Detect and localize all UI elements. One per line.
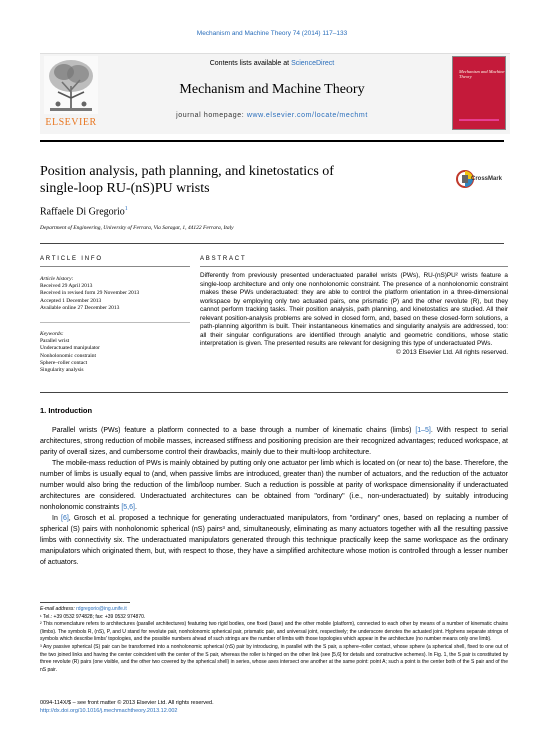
- citation-link[interactable]: [1–5]: [415, 427, 431, 434]
- crossmark-label[interactable]: CrossMark: [471, 176, 503, 182]
- intro-p3-text-cont: , Grosch et al. proposed a technique for generating underactuated manipulators, from "ordinary" ones, based on replacing a number of spherical (S) pairs with nonholonomic spherical (nS) pairs³ and, simultaneously, eliminating as many actuators together with all the resulting passive limbs with connectivity six. The underactuated manipulators generated through this technique practically keep the same workspace as the ordinary manipulators which originated them, but, with respect to those, they have a simplified architecture whose motion is controlled through a lesser number of actuators.: [40, 515, 508, 566]
- keywords-divider: [40, 322, 190, 323]
- footnote-3: ³ Any passive spherical (S) pair can be transformed into a nonholonomic spherical (nS) pair by introducing, in parallel with the S pair, a sphere–roller contact, whose sphere (a spherical shell, fixed to one out of the two joined links and having the center coincident with the center of the S pair, whereas the roller is hinged on the other link (see [5,6] for details and constructive schemes). In Fig. 1, the S pair is constituted by three revolute (R) pairs (one visible, and the other two covered by the spherical shell) in series, whose axes intersect one another at the same point: point A; such a point is the center both of the S pair and of the nS pair.: [40, 643, 508, 673]
- abstract-label: ABSTRACT: [200, 256, 247, 262]
- keywords-block: [40, 331, 190, 374]
- email-label: E-mail address:: [40, 606, 77, 612]
- keyword-item: Parallel wrist: [40, 338, 70, 345]
- homepage-link[interactable]: www.elsevier.com/locate/mechmt: [246, 112, 368, 119]
- section-heading-introduction: 1. Introduction: [40, 406, 93, 415]
- intro-paragraph: [40, 425, 508, 458]
- journal-title: Mechanism and Machine Theory: [179, 82, 365, 97]
- footnote-rule: [40, 602, 130, 603]
- email-footnote: [40, 606, 508, 614]
- author-divider: [40, 243, 504, 244]
- keyword-item: Singularity analysis: [40, 367, 84, 374]
- intro-p3-text: In: [52, 515, 61, 522]
- cover-title: Mechanism and Machine Theory: [459, 69, 505, 79]
- keywords-label: Keywords:: [40, 331, 64, 337]
- intro-paragraph: [40, 458, 508, 513]
- intro-paragraph: [40, 513, 508, 568]
- sciencedirect-link[interactable]: ScienceDirect: [291, 60, 335, 67]
- article-title-line-2: single-loop RU-(nS)PU wrists: [40, 181, 210, 196]
- abstract-rule: [200, 266, 508, 267]
- author-affiliation: Department of Engineering, University of Ferrara, Via Saragat, 1, 44122 Ferrara, Italy: [40, 225, 234, 231]
- abstract-body: [200, 272, 508, 357]
- author-footnote-marker[interactable]: 1: [124, 206, 128, 212]
- article-history: [40, 276, 190, 312]
- citation-link[interactable]: [6]: [61, 515, 69, 522]
- history-item: Received in revised form 29 November 2013: [40, 290, 140, 297]
- journal-citation[interactable]: Mechanism and Machine Theory 74 (2014) 117–133: [196, 30, 348, 37]
- email-link[interactable]: rdgregorio@ing.unife.it: [76, 606, 127, 612]
- publisher-logo-text: ELSEVIER: [45, 117, 97, 128]
- history-item: Accepted 1 December 2013: [40, 297, 102, 304]
- intro-p2-text-cont: .: [134, 504, 137, 511]
- contents-prefix: Contents lists available at: [209, 60, 292, 67]
- footnote-1: ¹ Tel.: +39 0532 974828; fax: +39 0532 974870.: [40, 613, 146, 620]
- author-name-text: Raffaele Di Gregorio: [40, 206, 125, 218]
- keyword-item: Underactuated manipulator: [40, 345, 101, 352]
- issn-line: 0094-114X/$ – see front matter © 2013 Elsevier Ltd. All rights reserved.: [40, 700, 214, 706]
- history-item: Received 29 April 2013: [40, 283, 93, 290]
- history-item: Available online 27 December 2013: [40, 304, 120, 311]
- article-info-rule: [40, 266, 190, 267]
- header-divider: [40, 140, 504, 142]
- intro-p2-text: The mobile-mass reduction of PWs is mainly obtained by putting only one actuator per limb which is located on (or near to) the base. Therefore, the number of limbs is usually equal to (and, when passive limbs are introduced, greater than) the number of actuators, and the reduction of the actuator number would also bring the reduction of the limb/loop number. Such a reduction is possible at parity of workspace dimensionality if underactuated architectures are considered. Underactuated architectures can be obtained from "ordinary" (i.e., non-underactuated) by suitably introducing nonholonomic constraints: [40, 460, 508, 511]
- citation-link[interactable]: [5,6]: [121, 504, 135, 511]
- introduction-body: [40, 425, 508, 568]
- bottom-metadata: [40, 700, 214, 715]
- abstract-copyright: © 2013 Elsevier Ltd. All rights reserved.: [396, 348, 508, 356]
- author-name: [40, 206, 128, 217]
- keyword-item: Sphere–roller contact: [40, 359, 88, 366]
- history-label: Article history:: [40, 276, 74, 282]
- keyword-item: Nonholonomic constraint: [40, 352, 97, 359]
- doi-link[interactable]: http://dx.doi.org/10.1016/j.mechmachtheory.2013.12.002: [40, 707, 178, 714]
- intro-p1-text-cont: . With respect to serial architectures, strong reduction of mobile masses, increased stiffness and positioning precision are their recognized advantages; reduced workspace, at parity of overall sizes, and cumbersome control their drawbacks, mainly due to their multi-loop architecture.: [40, 427, 508, 456]
- article-info-label: ARTICLE INFO: [40, 256, 103, 262]
- article-title: [40, 163, 440, 197]
- article-title-line-1: Position analysis, path planning, and kinetostatics of: [40, 164, 334, 179]
- abstract-bottom-rule: [40, 392, 508, 393]
- footnote-2: ² This nomenclature refers to architectures (parallel architectures) featuring two rigid bodies, one fixed (base) and the other mobile (platform), connected to each other by means of a number of kinematic chains (limbs). The symbols R, (nS), P, and U stand for revolute pair, nonholonomic spherical pair, prismatic pair, and universal joint, respectively; the underscore denotes the actuated joint. Hyphens separate strings of symbols which describe limbs' topologies, and the possible numbers ahead of such strings are the number of limbs with those topologies which appear in the architecture (no number means only one limb).: [40, 621, 508, 643]
- intro-p1-text: Parallel wrists (PWs) feature a platform connected to a base through a number of kinematic chains (limbs): [52, 427, 416, 434]
- cover-decoration: [459, 119, 499, 121]
- abstract-text: Differently from previously presented underactuated parallel wrists (PWs), RU-(nS)PU² wrists feature a single-loop architecture and only one nonholonomic constraint. The presence of a nonholonomic constraint makes these PWs underactuated: they are able to control the platform orientation in a three-dimensional workspace by employing only two actuated pairs, one prismatic (P) and the other revolute (R), but they cannot perform tracking tasks. Their position analysis, path planning, and kinetostatics are studied. All their relevant position-analysis problems are solved in closed form, and, based on these closed-form solutions, a path-planning algorithm is built. Their instantaneous kinematics and singularity analysis are addressed, too: all their singular configurations are identified through analytic and geometric conditions, whose static interpretation is given. The presented results are relevant for designing this type of underactuated PWs.: [200, 272, 508, 347]
- homepage-label: journal homepage:: [176, 112, 247, 119]
- footnotes: [40, 606, 508, 674]
- journal-cover-thumbnail[interactable]: [452, 56, 506, 130]
